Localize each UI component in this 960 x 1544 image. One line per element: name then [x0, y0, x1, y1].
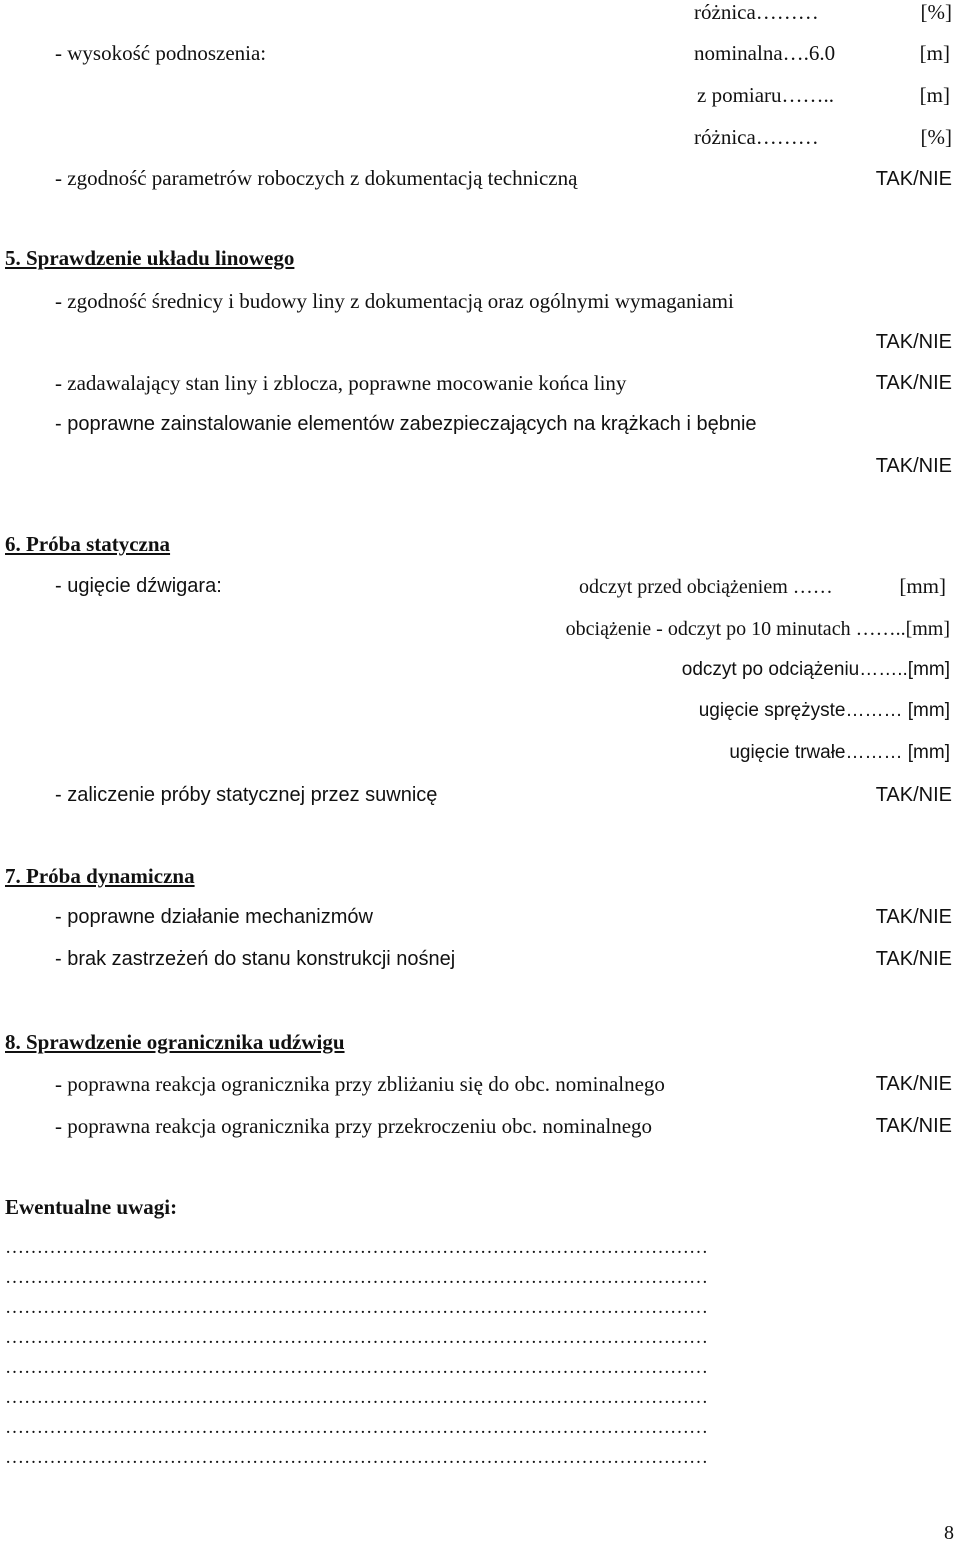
nominal-value: nominalna….6.0: [694, 41, 836, 65]
remarks-line: …………………………………………………………………………………………………: [5, 1418, 708, 1437]
limiter-exceed-answer: TAK/NIE: [875, 1115, 952, 1137]
rope-condition-label: - zadawalający stan liny i zblocza, poprawne mocowanie końca liny: [55, 371, 627, 395]
remarks-line: …………………………………………………………………………………………………: [5, 1358, 708, 1377]
limiter-exceed-label: - poprawna reakcja ogranicznika przy przekroczeniu obc. nominalnego: [55, 1114, 653, 1138]
static-test-pass-label: - zaliczenie próby statycznej przez suwnicę: [55, 784, 438, 806]
elastic-deflection: ugięcie sprężyste……… [mm]: [698, 700, 950, 721]
remarks-line: …………………………………………………………………………………………………: [5, 1448, 708, 1467]
rope-condition-answer: TAK/NIE: [875, 372, 952, 394]
section-6-heading: 6. Próba statyczna: [5, 532, 171, 556]
difference-label: różnica………: [694, 0, 819, 24]
structure-answer: TAK/NIE: [875, 948, 952, 970]
mechanisms-label: - poprawne działanie mechanizmów: [55, 906, 373, 928]
permanent-deflection: ugięcie trwałe……… [mm]: [729, 742, 950, 763]
rope-compliance-answer: TAK/NIE: [875, 331, 952, 353]
params-compliance-label: - zgodność parametrów roboczych z dokumentacją techniczną: [55, 166, 578, 190]
meter-unit: [m]: [919, 41, 950, 65]
remarks-line: …………………………………………………………………………………………………: [5, 1238, 708, 1257]
reading-after-unload: odczyt po odciążeniu……..[mm]: [681, 659, 950, 680]
mm-unit: [mm]: [899, 574, 946, 598]
percent-unit: [%]: [920, 0, 952, 24]
rope-compliance-label: - zgodność średnicy i budowy liny z dokumentacją oraz ogólnymi wymaganiami: [55, 289, 734, 313]
reading-before-load: odczyt przed obciążeniem ……: [579, 576, 833, 598]
lift-height-label: - wysokość podnoszenia:: [55, 41, 267, 65]
params-compliance-answer: TAK/NIE: [875, 168, 952, 190]
safety-elements-label: - poprawne zainstalowanie elementów zabezpieczających na krążkach i bębnie: [55, 413, 757, 435]
percent-unit: [%]: [920, 125, 952, 149]
section-5-heading: 5. Sprawdzenie układu linowego: [5, 246, 295, 270]
page-number: 8: [944, 1522, 954, 1544]
remarks-line: …………………………………………………………………………………………………: [5, 1328, 708, 1347]
difference-label: różnica………: [694, 125, 819, 149]
safety-elements-answer: TAK/NIE: [875, 455, 952, 477]
section-7-heading: 7. Próba dynamiczna: [5, 864, 195, 888]
girder-deflection-label: - ugięcie dźwigara:: [55, 575, 222, 597]
measured-value: z pomiaru……..: [697, 83, 835, 107]
remarks-line: …………………………………………………………………………………………………: [5, 1268, 708, 1287]
limiter-approach-label: - poprawna reakcja ogranicznika przy zbliżaniu się do obc. nominalnego: [55, 1072, 665, 1096]
limiter-approach-answer: TAK/NIE: [875, 1073, 952, 1095]
meter-unit: [m]: [919, 83, 950, 107]
mechanisms-answer: TAK/NIE: [875, 906, 952, 928]
reading-after-10-min: obciążenie - odczyt po 10 minutach ……..[mm]: [565, 618, 950, 640]
section-8-heading: 8. Sprawdzenie ogranicznika udźwigu: [5, 1030, 345, 1054]
structure-label: - brak zastrzeżeń do stanu konstrukcji nośnej: [55, 948, 456, 970]
remarks-line: …………………………………………………………………………………………………: [5, 1388, 708, 1407]
static-test-pass-answer: TAK/NIE: [875, 784, 952, 806]
remarks-heading: Ewentualne uwagi:: [5, 1195, 178, 1219]
remarks-line: …………………………………………………………………………………………………: [5, 1298, 708, 1317]
